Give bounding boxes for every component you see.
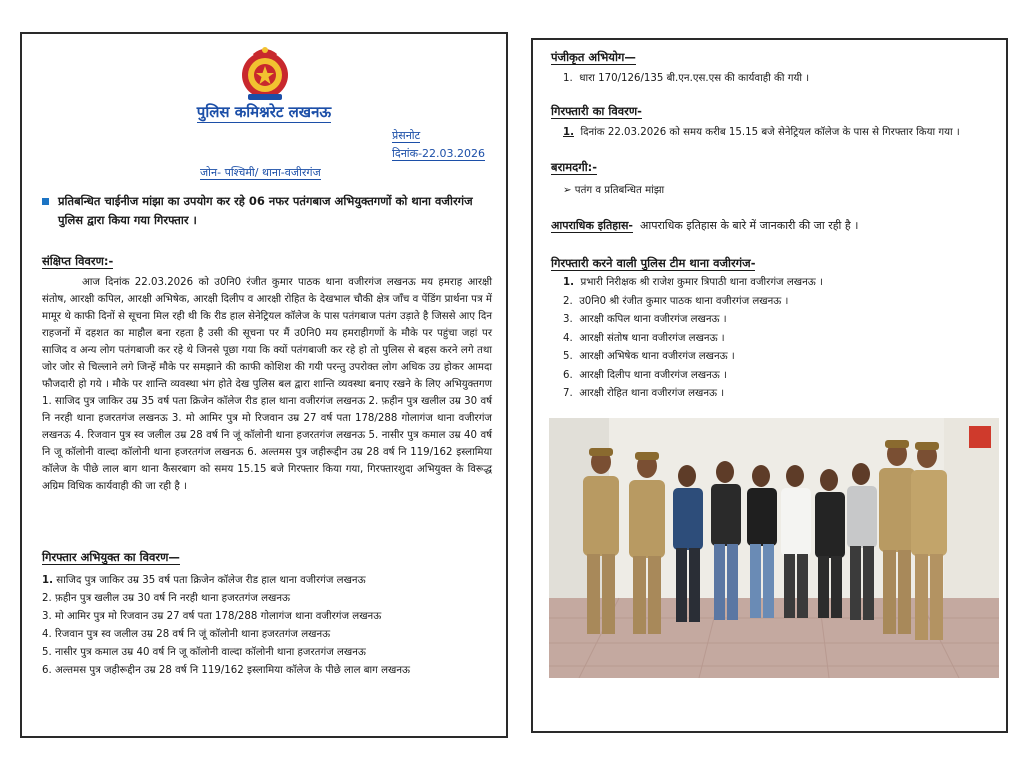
summary-body: आज दिनांक 22.03.2026 को उ0नि0 रंजीत कुमार पाठक थाना वजीरगंज लखनऊ मय हमराह आरक्षी संतोष, आरक्षी कपिल, आरक्षी अभिषेक, आरक्षी दिलीप व आरक्षी रोहित के देखभाल चौकी क्षेत्र जाँच व पेंडिंग प्रार्थना पत्र में मामूर थे काफी दिनों से सूचना मिल रही थी कि रीड हाल सेनेट्रियल कॉलेज के पास पतंगबाज पतंग उड़ाते है जिससे आए दिन राहजनों में दहशत का माहौल बना रहता है उसी की सूचना पर मैं उ0नि0 मय हमराहीगणों के मौके पर पहुंचा जहां पर साजिद व अन्य लोग पतंगबाजी कर रहे थे जिनसे पूछा गया कि क्यों पतंगबाजी कर रहे हो तो पुलिस से बहस करने लगे तथा जोर जोर से चिल्लाने लगे जिन्हें मौके पर समझाने की काफी कोशिश की गयी परन्तु उपरोक्त लोग अधिक उग्र होकर आमदा फौजदारी हो गये । मौके पर शान्ति व्यवस्था भंग होते देख पुलिस बल द्वारा शान्ति व्यवस्था बनाए रखने के लिए अभियुक्तगण 1. साजिद पुत्र जाकिर उम्र 35 वर्ष पता क्रिजेन कॉलेज रीड हाल थाना वजीरगंज लखनऊ 2. फ़हीन पुत्र खलील उम्र 30 वर्ष नि नरही थाना हजरतगंज लखनऊ 3. मो आमिर पुत्र मो रिजवान उम्र 27 वर्ष पता 178/288 गोलागंज थाना वजीरगंज लखनऊ 4. रिजवान पुत्र स्व जलील उम्र 28 वर्ष नि जूं कॉलोनी थाना हजरतगंज लखनऊ 5. नासीर पुत्र कमाल उम्र 40 वर्ष नि जू कॉलोनी वाल्दा कॉलोनी थाना हजरतगंज लखनऊ 6. अल्तमस पुत्र जहीरूद्दीन उम्र 28 वर्ष नि 119/162 इस्लामिया कॉलेज के पीछे लाल बाग थाना कैसरबाग को समय 15.15 बजे गिरफ्तार किया गया, गिरफ्तारशुदा अभियुक्त के विरूद्ध अग्रिम विधिक कार्यवाही की जा रही है ।: [42, 277, 492, 492]
list-item: 2. उ0नि0 श्री रंजीत कुमार पाठक थाना वजीरगंज लखनऊ ।: [563, 295, 789, 307]
list-item: 4. रिजवान पुत्र स्व जलील उम्र 28 वर्ष नि जूं कॉलोनी थाना हजरतगंज लखनऊ: [42, 629, 331, 640]
list-item: 2. फ़हीन पुत्र खलील उम्र 30 वर्ष नि नरही थाना हजरतगंज लखनऊ: [42, 593, 291, 604]
arrest-details-line: 1. दिनांक 22.03.2026 को समय करीब 15.15 बजे सेनेट्रियल कॉलेज के पास से गिरफ्तार किया गया ।: [563, 127, 960, 138]
group-photo: [549, 418, 999, 678]
registered-case-heading: पंजीकृत अभियोग—: [551, 50, 636, 64]
org-title: पुलिस कमिश्नरेट लखनऊ: [196, 103, 332, 121]
list-item: 3. आरक्षी कपिल थाना वजीरगंज लखनऊ ।: [563, 314, 727, 325]
police-team-list: [563, 274, 823, 404]
accused-heading: गिरफ्तार अभियुक्त का विवरण—: [42, 550, 180, 564]
list-item: 4. आरक्षी संतोष थाना वजीरगंज लखनऊ ।: [563, 332, 725, 344]
police-emblem-icon: [236, 42, 294, 102]
list-item: 6. आरक्षी दिलीप थाना वजीरगंज लखनऊ ।: [563, 369, 727, 381]
accused-list: [42, 572, 492, 680]
recovery-line: ➢ पतंग व प्रतिबन्धित मांझा: [563, 185, 665, 196]
press-date: दिनांक-22.03.2026: [392, 147, 486, 160]
police-team-heading: गिरफ्तारी करने वाली पुलिस टीम थाना वजीरगंज-: [551, 256, 756, 270]
criminal-history-line: आपराधिक इतिहास- आपराधिक इतिहास के बारे में जानकारी की जा रही है ।: [551, 219, 859, 232]
list-item: 1. साजिद पुत्र जाकिर उम्र 35 वर्ष पता क्रिजेन कॉलेज रीड हाल थाना वजीरगंज लखनऊ: [42, 575, 366, 586]
press-note-label: प्रेसनोट: [392, 129, 421, 142]
press-note-page-right: [531, 38, 1008, 733]
recovery-heading: बरामदगी:-: [551, 160, 598, 174]
list-item: 7. आरक्षी रोहित थाना वजीरगंज लखनऊ ।: [563, 388, 725, 399]
headline: प्रतिबन्धित चाईनीज मांझा का उपयोग कर रहे 06 नफर पतंगबाज अभियुक्तगणों को थाना वजीरगंज पुलिस द्वारा किया गया गिरफ्तार ।: [58, 194, 473, 227]
zone-line: जोन- पश्चिमी/ थाना-वजीरगंज: [200, 166, 321, 179]
arrest-details-heading: गिरफ्तारी का विवरण-: [551, 104, 642, 118]
list-item: 3. मो आमिर पुत्र मो रिजवान उम्र 27 वर्ष पता 178/288 गोलागंज थाना वजीरगंज लखनऊ: [42, 611, 382, 622]
list-item: 5. आरक्षी अभिषेक थाना वजीरगंज लखनऊ ।: [563, 351, 735, 362]
list-item: 5. नासीर पुत्र कमाल उम्र 40 वर्ष नि जू कॉलोनी वाल्दा कॉलोनी थाना हजरतगंज लखनऊ: [42, 647, 366, 658]
list-item: 1. प्रभारी निरीक्षक श्री राजेश कुमार त्रिपाठी थाना वजीरगंज लखनऊ ।: [563, 277, 823, 288]
summary-heading: संक्षिप्त विवरण:-: [42, 254, 114, 268]
bullet-square-icon: [42, 198, 49, 205]
arrow-bullet-icon: ➢: [563, 185, 572, 196]
list-item: 6. अल्तमस पुत्र जहीरूद्दीन उम्र 28 वर्ष नि 119/162 इस्लामिया कॉलेज के पीछे लाल बाग लखनऊ: [42, 665, 411, 676]
registered-case-line: 1. धारा 170/126/135 बी.एन.एस.एस की कार्यवाही की गयी ।: [563, 73, 810, 84]
press-note-page-left: [20, 32, 508, 738]
